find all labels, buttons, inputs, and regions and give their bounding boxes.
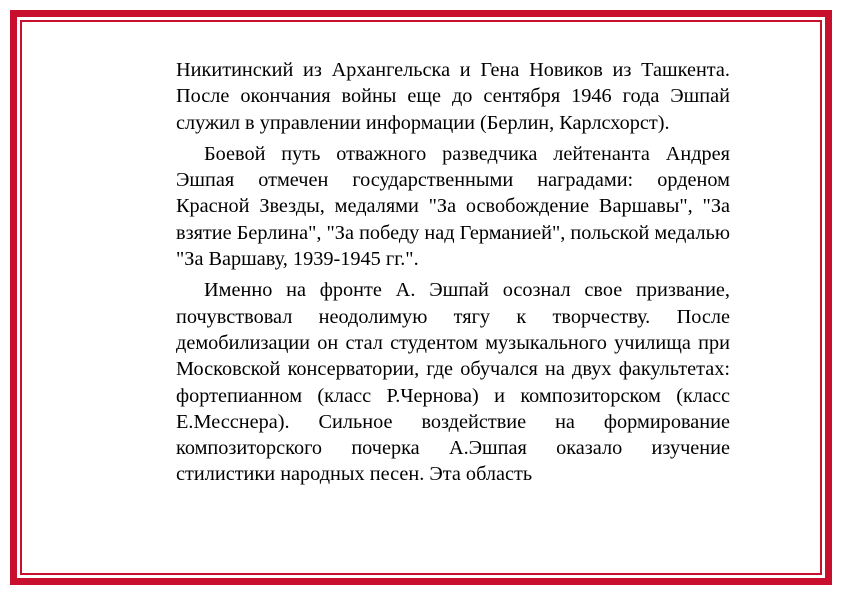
document-body xyxy=(176,57,730,488)
paragraph-1: Никитинский из Архангельска и Гена Новиков из Ташкента. После окончания войны еще до сентября 1946 года Эшпай служил в управлении информации (Берлин, Карлсхорст). xyxy=(176,59,730,134)
paragraph-2: Боевой путь отважного разведчика лейтенанта Андрея Эшпая отмечен государственными наградами: орденом Красной Звезды, медалями "За освобождение Варшавы", "За взятие Берлина", "За победу над Германией", польской медалью "За Варшаву, 1939-1945 гг.". xyxy=(176,142,730,271)
paragraph-3: Именно на фронте А. Эшпай осознал свое призвание, почувствовал неодолимую тягу к творчеству. После демобилизации он стал студентом музыкального училища при Московской консерватории, где обучался на двух факультетах: фортепианном (класс Р.Чернова) и композиторском (класс Е.Месснера). Сильное воздействие на формирование композиторского почерка А.Эшпая оказало изучение стилистики народных песен. Эта область xyxy=(176,279,730,486)
